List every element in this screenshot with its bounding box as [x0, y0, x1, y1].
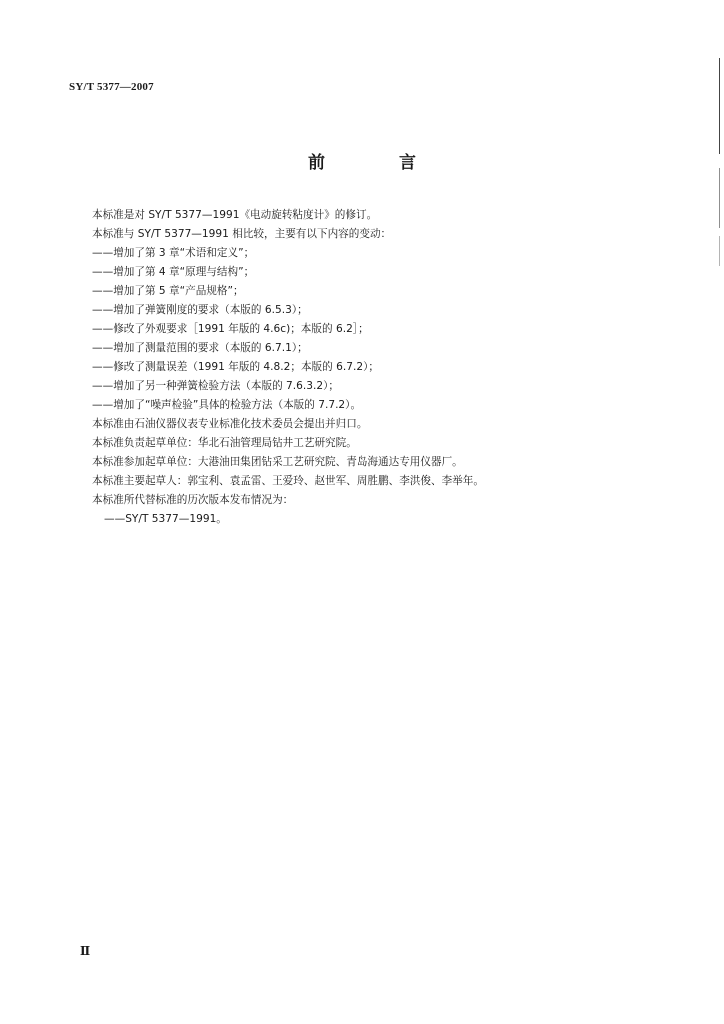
list-item: ——增加了第 3 章“术语和定义”； [92, 247, 255, 259]
list-item: ——增加了第 5 章“产品规格”； [92, 285, 244, 297]
scan-edge-mark [719, 58, 720, 154]
paragraph-line: 本标准由石油仪器仪表专业标准化技术委员会提出并归口。 [92, 418, 368, 430]
paragraph-line: 本标准参加起草单位：大港油田集团钻采工艺研究院、青岛海通达专用仪器厂。 [92, 456, 463, 468]
list-item: ——增加了弹簧刚度的要求（本版的 6.5.3）； [92, 304, 308, 316]
list-item: ——增加了第 4 章“原理与结构”； [92, 266, 255, 278]
list-item: ——增加了测量范围的要求（本版的 6.7.1）； [92, 342, 308, 354]
page-number: Ⅱ [80, 944, 91, 958]
list-item: ——修改了外观要求［1991 年版的 4.6c)；本版的 6.2］； [92, 323, 369, 335]
scan-edge-mark [719, 168, 720, 228]
page-title: 前 言 [308, 153, 450, 173]
list-item: ——修改了测量误差（1991 年版的 4.8.2；本版的 6.7.2）； [92, 361, 379, 373]
paragraph-line: 本标准主要起草人：郭宝利、袁孟雷、王爱玲、赵世军、周胜鹏、李洪俊、李举年。 [92, 475, 484, 487]
scan-edge-mark [719, 236, 720, 266]
standard-code: SY/T 5377—2007 [69, 81, 154, 93]
paragraph-line: 本标准是对 SY/T 5377—1991《电动旋转粘度计》的修订。 [92, 209, 378, 221]
list-item: ——增加了另一种弹簧检验方法（本版的 7.6.3.2）； [92, 380, 340, 392]
list-item: ——增加了“噪声检验”具体的检验方法（本版的 7.7.2）。 [92, 399, 362, 411]
paragraph-line: 本标准所代替标准的历次版本发布情况为： [92, 494, 294, 506]
paragraph-line: 本标准负责起草单位：华北石油管理局钻井工艺研究院。 [92, 437, 357, 449]
list-item: ——SY/T 5377—1991。 [104, 513, 227, 525]
paragraph-line: 本标准与 SY/T 5377—1991 相比较，主要有以下内容的变动： [92, 228, 392, 240]
